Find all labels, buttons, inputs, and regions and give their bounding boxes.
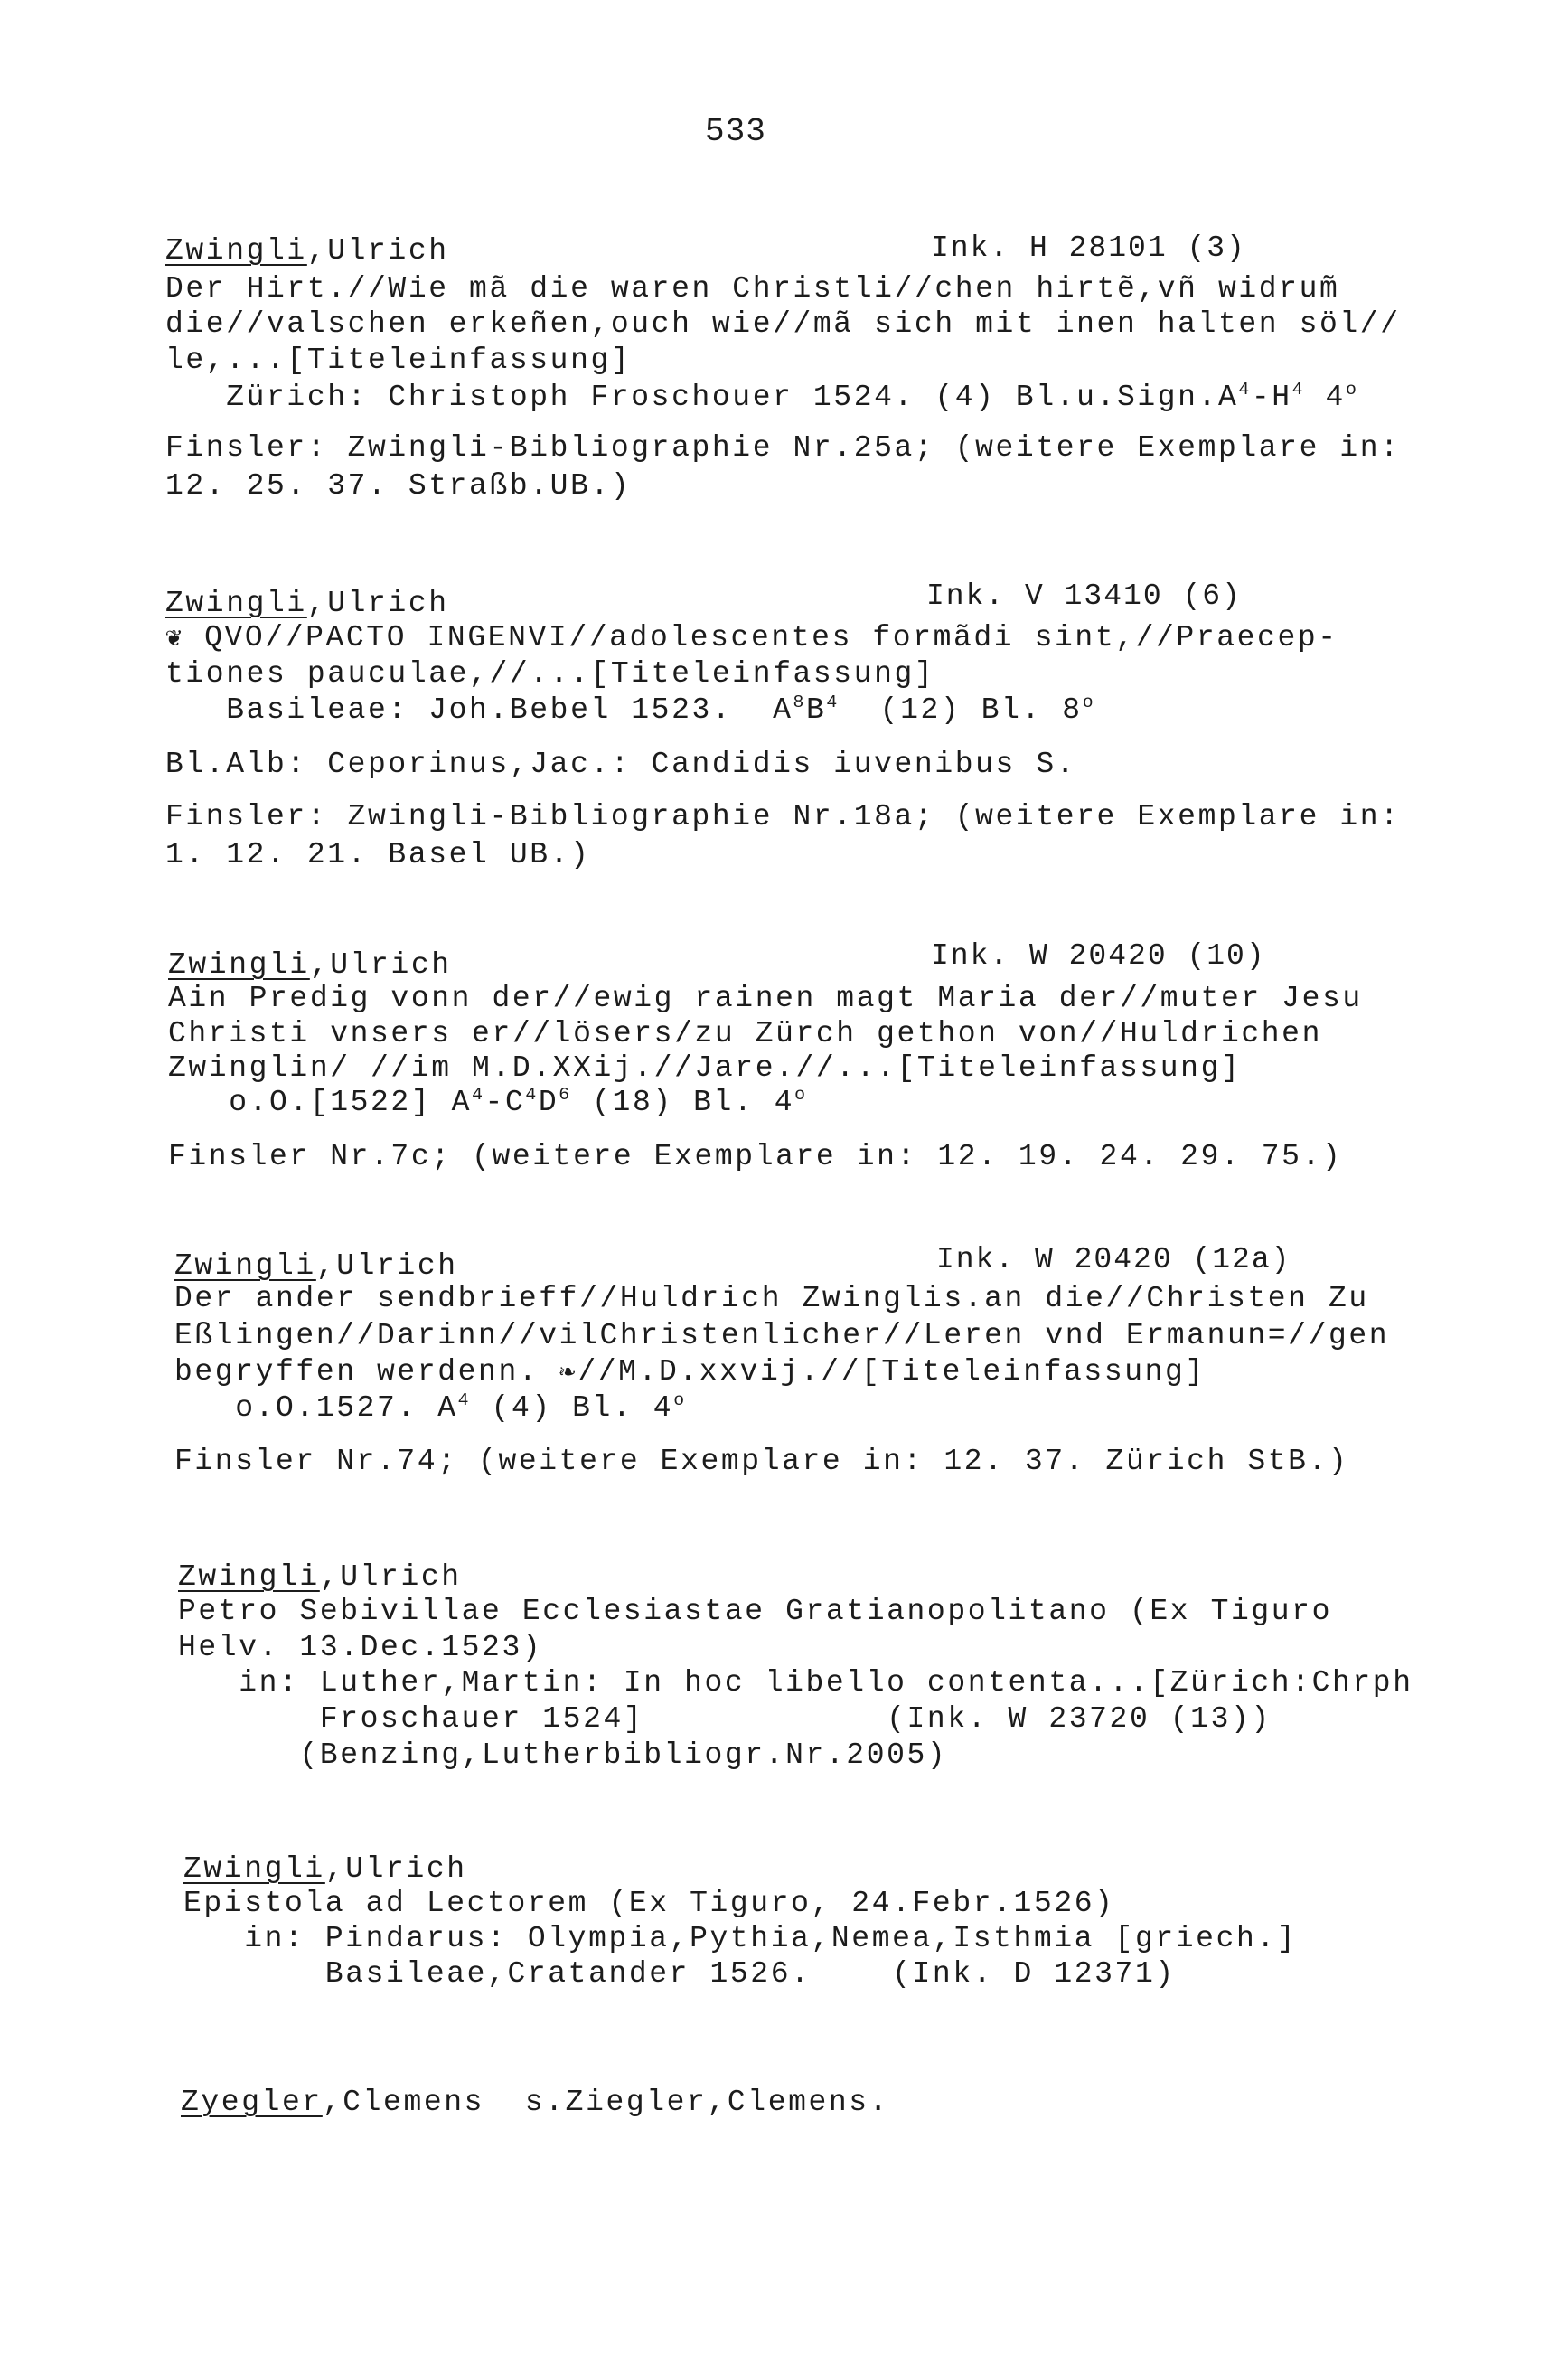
title-line	[174, 1354, 1206, 1391]
title-line	[165, 620, 1338, 657]
imprint-text: (12) Bl. 8	[839, 693, 1083, 727]
title-line: Der ander sendbrieff//Huldrich Zwinglis.an die//Christen Zu	[174, 1282, 1369, 1315]
call-number: Ink. V 13410 (6)	[926, 579, 1242, 613]
imprint-line	[174, 1390, 687, 1427]
author-heading	[174, 1248, 458, 1285]
note-line: 12. 25. 37. Straßb.UB.)	[165, 469, 632, 503]
signature-sup: 4	[457, 1390, 472, 1410]
author-heading	[168, 947, 452, 984]
note-line: Finsler: Zwingli-Bibliographie Nr.18a; (weitere Exemplare in:	[165, 800, 1401, 834]
note-line: Bl.Alb: Ceporinus,Jac.: Candidis iuvenibus S.	[165, 748, 1077, 781]
imprint-text: -H	[1251, 381, 1292, 414]
imprint-line	[165, 692, 1095, 729]
author-forename: ,Ulrich	[324, 1852, 467, 1886]
title-line: Zwinglin/ //im M.D.XXij.//Jare.//...[Titeleinfassung]	[168, 1051, 1242, 1085]
signature-sup: 4	[1238, 380, 1252, 400]
page-number: 533	[705, 113, 766, 150]
title-text: begryffen werdenn.	[174, 1355, 559, 1389]
imprint-text: B	[805, 693, 827, 727]
imprint-text: Zürich: Christoph Froschouer 1524. (4) Bl.u.Sign.A	[165, 381, 1239, 414]
note-line: Finsler Nr.7c; (weitere Exemplare in: 12. 19. 24. 29. 75.)	[168, 1140, 1343, 1173]
format-degree: o	[1082, 692, 1096, 712]
title-line: tiones pauculae,//...[Titeleinfassung]	[165, 657, 935, 691]
author-heading	[183, 1851, 467, 1888]
signature-sup: 4	[826, 692, 840, 712]
author-forename: ,Ulrich	[319, 1560, 462, 1594]
imprint-text: o.O.[1522] A	[168, 1086, 473, 1119]
signature-sup: 6	[559, 1085, 572, 1105]
format-degree: o	[1345, 380, 1359, 400]
title-line: in: Pindarus: Olympia,Pythia,Nemea,Isthmia [griech.]	[183, 1922, 1298, 1955]
format-degree: o	[794, 1085, 808, 1105]
call-number: Ink. W 20420 (10)	[931, 939, 1266, 973]
title-line: Der Hirt.//Wie mã die waren Christli//chen hirtẽ,vñ widrum̃	[165, 272, 1340, 306]
title-text: QVO//PACTO INGENVI//adolescentes formãdi sint,//Praecep-	[183, 621, 1338, 655]
note-line: 1. 12. 21. Basel UB.)	[165, 838, 591, 871]
author-surname: Zwingli	[165, 587, 307, 620]
title-line: Ain Predig vonn der//ewig rainen magt Maria der//muter Jesu	[168, 982, 1363, 1015]
signature-sup: 4	[1291, 380, 1306, 400]
author-surname: Zwingli	[174, 1249, 316, 1283]
imprint-text: 4	[1305, 381, 1346, 414]
author-forename: ,Ulrich	[309, 948, 452, 982]
signature-sup: 4	[525, 1085, 539, 1105]
author-heading	[165, 586, 449, 622]
author-heading	[165, 233, 449, 269]
format-degree: o	[673, 1390, 687, 1410]
imprint-text: Basileae: Joh.Bebel 1523. A	[165, 693, 793, 727]
call-number: Ink. W 20420 (12a)	[936, 1243, 1291, 1276]
fleuron-icon: ❧	[559, 1358, 578, 1389]
title-line: Froschauer 1524] (Ink. W 23720 (13))	[178, 1702, 1272, 1736]
author-heading	[178, 1559, 462, 1596]
author-forename: ,Ulrich	[315, 1249, 458, 1283]
imprint-line	[168, 1085, 808, 1121]
author-surname: Zwingli	[178, 1560, 320, 1594]
author-forename: ,Ulrich	[306, 234, 449, 268]
note-line: Finsler Nr.74; (weitere Exemplare in: 12. 37. Zürich StB.)	[174, 1445, 1349, 1478]
title-line: Helv. 13.Dec.1523)	[178, 1631, 543, 1664]
signature-sup: 4	[472, 1085, 485, 1105]
author-forename: ,Ulrich	[306, 587, 449, 620]
author-surname: Zyegler	[181, 2086, 323, 2119]
author-heading	[181, 2085, 889, 2121]
imprint-text: D	[538, 1086, 559, 1119]
imprint-text: (4) Bl. 4	[471, 1391, 674, 1425]
title-line: in: Luther,Martin: In hoc libello contenta...[Zürich:Chrph	[178, 1666, 1413, 1700]
title-line: Eßlingen//Darinn//vilChristenlicher//Leren vnd Ermanun=//gen	[174, 1319, 1390, 1352]
author-surname: Zwingli	[183, 1852, 325, 1886]
title-line: die//valschen erkeñen,ouch wie//mã sich mit inen halten söl//	[165, 307, 1401, 341]
title-line: Christi vnsers er//lösers/zu Zürch gethon von//Huldrichen	[168, 1017, 1322, 1050]
title-text: //M.D.xxvij.//[Titeleinfassung]	[577, 1355, 1206, 1389]
fleuron-icon: ❦	[165, 624, 184, 655]
title-line: Petro Sebivillae Ecclesiastae Gratianopolitano (Ex Tiguro	[178, 1595, 1332, 1628]
imprint-text: (18) Bl. 4	[571, 1086, 795, 1119]
signature-sup: 8	[793, 692, 806, 712]
title-line: (Benzing,Lutherbibliogr.Nr.2005)	[178, 1738, 948, 1772]
call-number: Ink. H 28101 (3)	[931, 231, 1246, 265]
imprint-text: o.O.1527. A	[174, 1391, 458, 1425]
cross-reference: ,Clemens s.Ziegler,Clemens.	[322, 2086, 890, 2119]
imprint-text: -C	[484, 1086, 526, 1119]
title-line: Basileae,Cratander 1526. (Ink. D 12371)	[183, 1957, 1176, 1991]
author-surname: Zwingli	[168, 948, 310, 982]
imprint-line	[165, 380, 1358, 416]
title-line: le,...[Titeleinfassung]	[165, 344, 632, 377]
author-surname: Zwingli	[165, 234, 307, 268]
title-line: Epistola ad Lectorem (Ex Tiguro, 24.Febr.1526)	[183, 1887, 1115, 1920]
note-line: Finsler: Zwingli-Bibliographie Nr.25a; (weitere Exemplare in:	[165, 431, 1401, 465]
